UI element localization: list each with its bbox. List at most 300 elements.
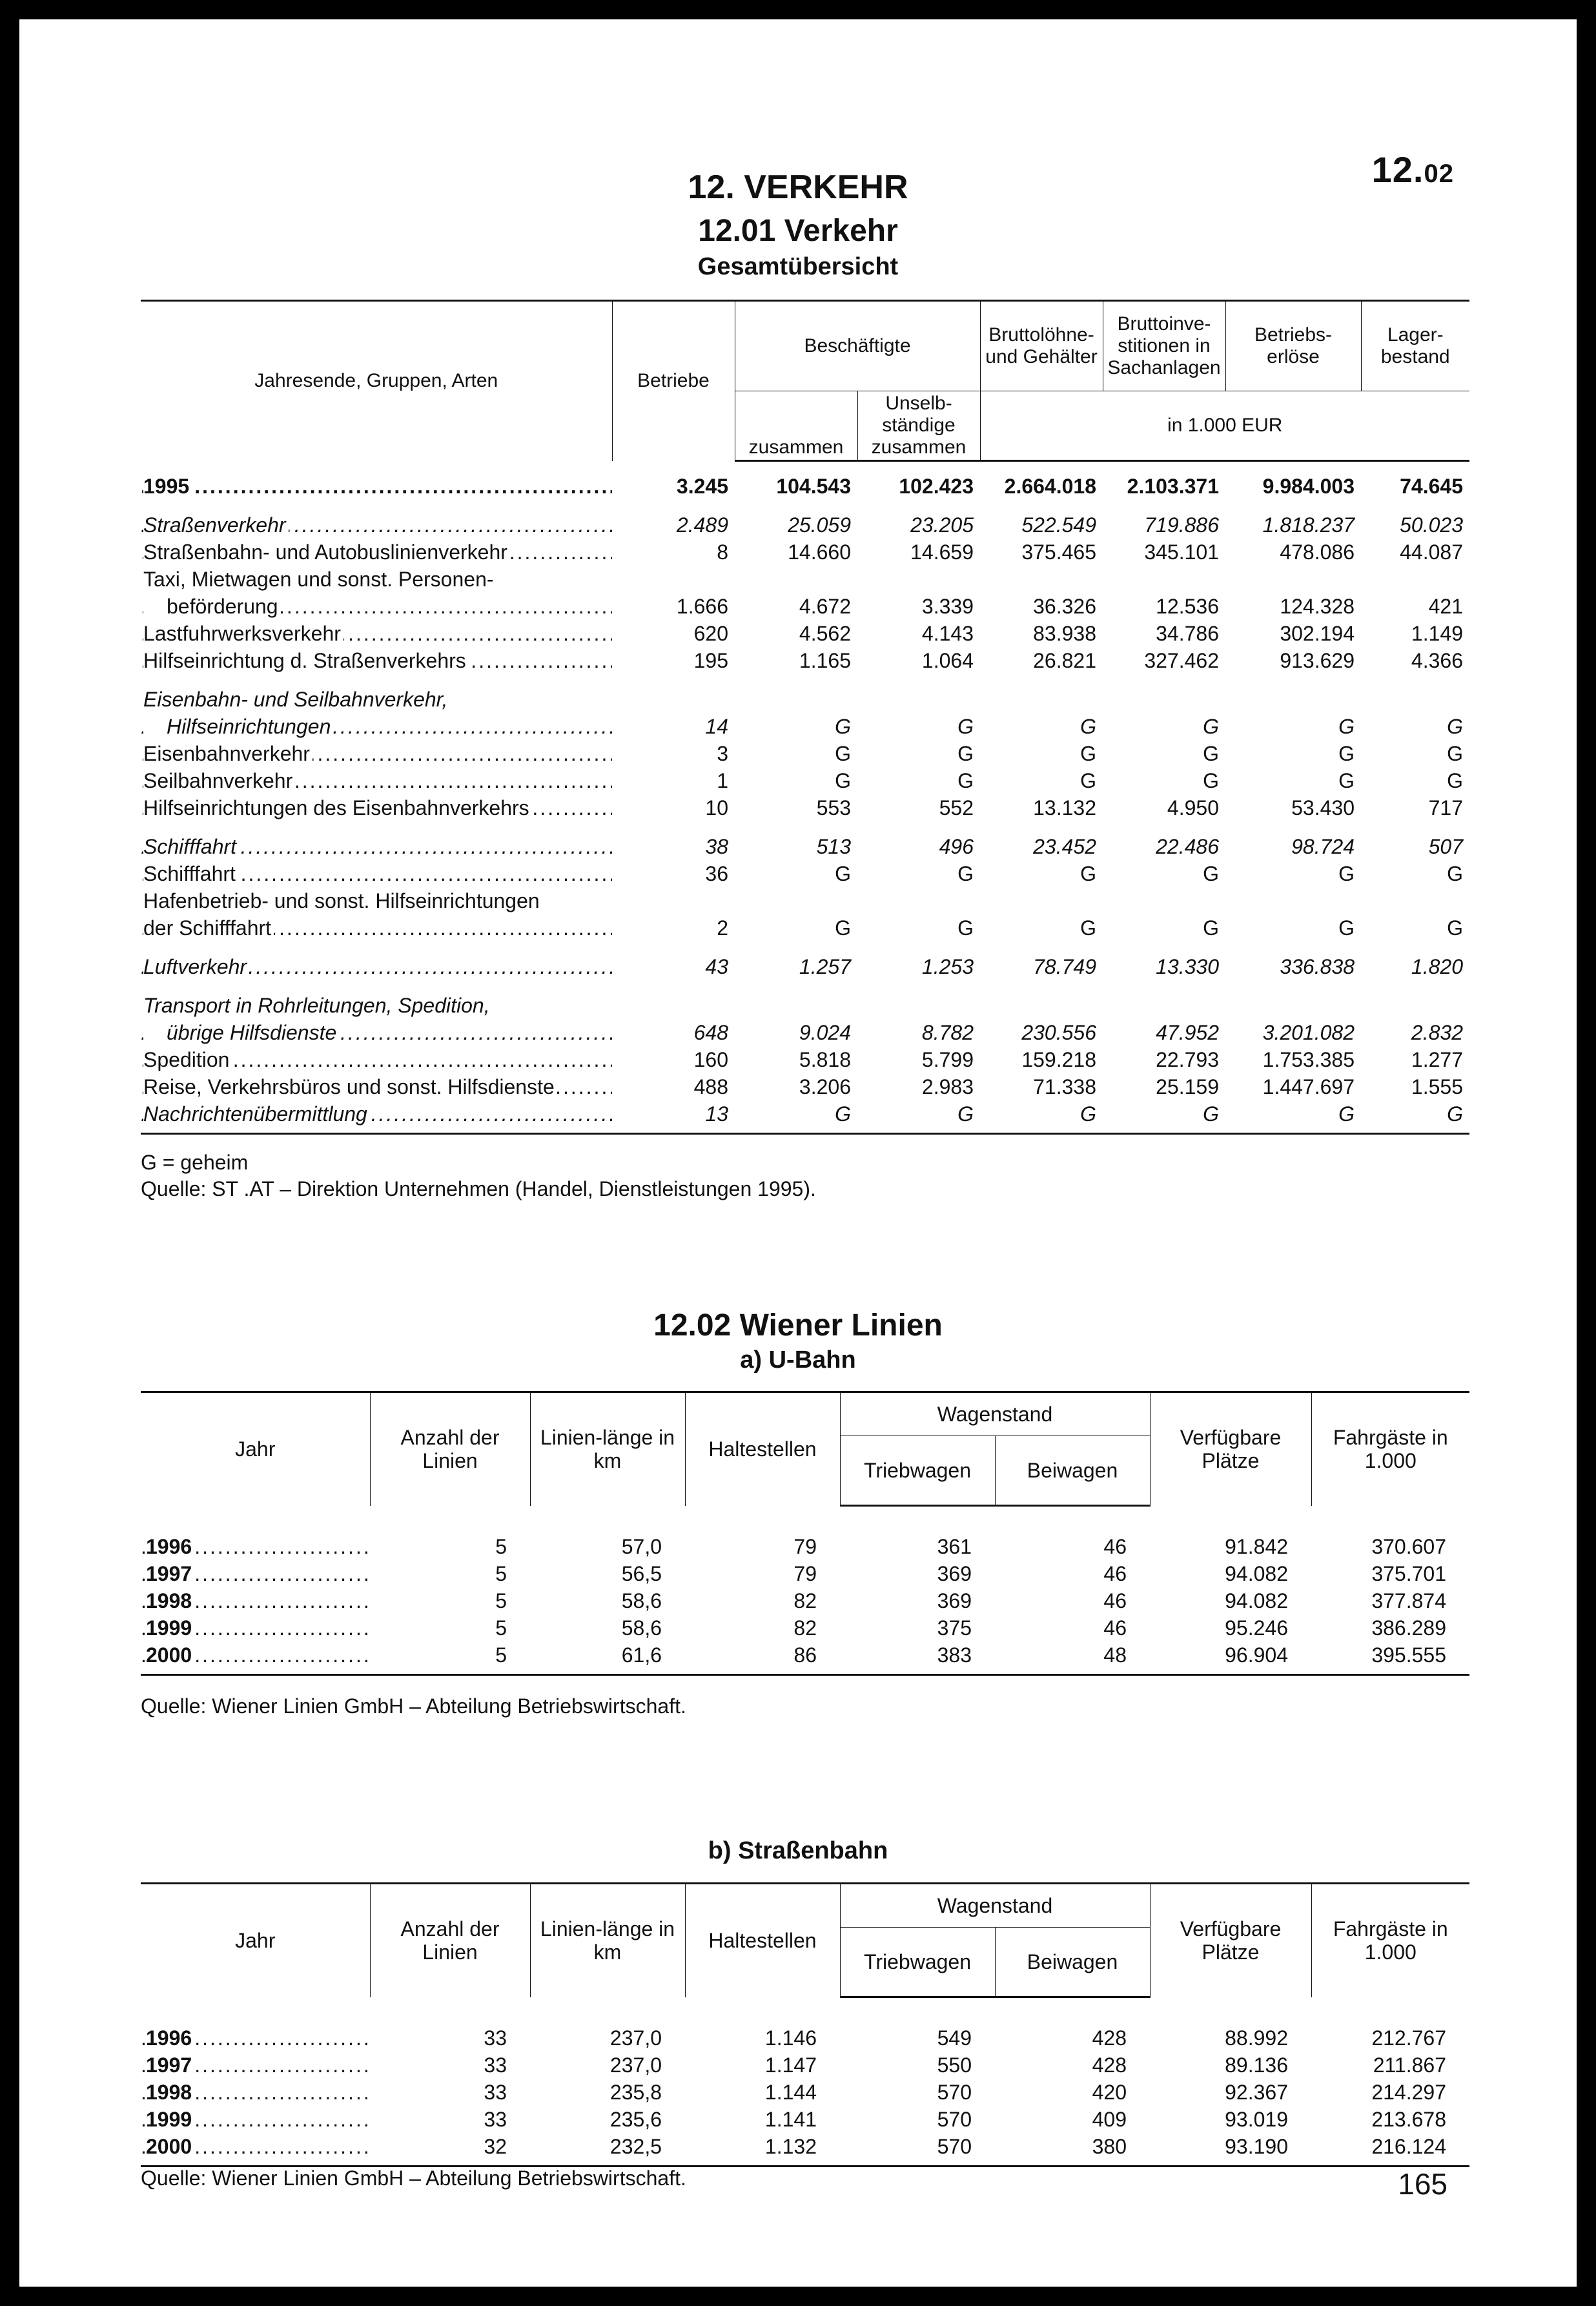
header-jahr: Jahr <box>141 1884 370 1997</box>
table-cell: 13.330 <box>1156 954 1219 978</box>
table-cell: 33 <box>484 2080 507 2104</box>
table-cell: 82 <box>793 1616 817 1640</box>
table-cell: 1.820 <box>1411 954 1463 978</box>
table-cell: 4.672 <box>799 594 851 618</box>
table-cell: 513 <box>816 834 851 858</box>
table-cell: G <box>1080 916 1096 940</box>
table-cell: 58,6 <box>621 1616 662 1640</box>
table-cell: 82 <box>793 1589 817 1612</box>
spacer-row <box>141 1669 1469 1675</box>
table-cell: 570 <box>937 2134 972 2158</box>
table-cell <box>735 887 857 914</box>
table-cell: G <box>1080 768 1096 792</box>
table-cell: 345.101 <box>1144 540 1219 564</box>
row-label: 1997 ..... <box>141 2052 370 2079</box>
table-cell: 2.832 <box>1411 1020 1463 1044</box>
table-cell: 13.132 <box>1033 796 1096 819</box>
header-bruttoinvestitionen: Bruttoinve-stitionen in Sachanlagen <box>1103 301 1225 391</box>
table-cell: 5 <box>495 1643 507 1667</box>
ubahn-table <box>141 1391 1469 1676</box>
table-row <box>141 593 1469 620</box>
table2-source: Quelle: Wiener Linien GmbH – Abteilung Betriebswirtschaft. <box>141 1694 686 1718</box>
table1-subtitle: Gesamtübersicht <box>697 253 899 280</box>
table-cell: 95.246 <box>1225 1616 1288 1640</box>
table-cell: 380 <box>1092 2134 1127 2158</box>
table-cell <box>980 566 1103 593</box>
table-cell: 96.904 <box>1225 1643 1288 1667</box>
table-cell: 2 <box>717 916 728 940</box>
table-cell <box>735 686 857 713</box>
table-cell: 428 <box>1092 2026 1127 2050</box>
table-row <box>141 1019 1469 1046</box>
row-label: Seilbahnverkehr ..... <box>141 767 612 794</box>
table-cell <box>612 566 735 593</box>
table-cell: G <box>1203 1102 1219 1126</box>
row-label: Hilfseinrichtungen ..... <box>141 713 612 740</box>
row-label: 1998 ..... <box>141 2079 370 2106</box>
table-row <box>141 2052 1469 2079</box>
table-cell: 2.664.018 <box>1004 474 1096 498</box>
table-cell: 1.144 <box>764 2080 817 2104</box>
table-cell: 9.984.003 <box>1262 474 1355 498</box>
header-jahr: Jahr <box>141 1392 370 1506</box>
table-cell: 8.782 <box>921 1020 974 1044</box>
row-label: 1996 ..... <box>141 1533 370 1560</box>
table-cell: 47.952 <box>1156 1020 1219 1044</box>
table-cell: 369 <box>937 1589 972 1612</box>
table-cell: G <box>957 714 974 738</box>
table-cell: 375.701 <box>1371 1561 1446 1585</box>
table-cell: 94.082 <box>1225 1589 1288 1612</box>
table-cell: 230.556 <box>1021 1020 1096 1044</box>
table-cell <box>612 992 735 1019</box>
table-cell: 522.549 <box>1021 513 1096 537</box>
table-cell: 4.950 <box>1167 796 1219 819</box>
table-cell: 361 <box>937 1534 972 1558</box>
header-unselbstaendige: Unselb-ständige zusammen <box>857 391 980 461</box>
row-label: 2000 ..... <box>141 1642 370 1669</box>
table-cell: 25.159 <box>1156 1075 1219 1098</box>
spacer-row <box>141 1997 1469 2024</box>
table-cell: G <box>835 861 851 885</box>
table-row <box>141 914 1469 942</box>
table-cell: 570 <box>937 2107 972 2131</box>
spacer-row <box>141 674 1469 686</box>
header-fahrgaeste: Fahrgäste in 1.000 <box>1311 1392 1469 1506</box>
table-row <box>141 1560 1469 1587</box>
table-cell: G <box>835 768 851 792</box>
header-anzahl: Anzahl der Linien <box>370 1392 530 1506</box>
table-row <box>141 2024 1469 2052</box>
table-cell: 375.465 <box>1021 540 1096 564</box>
table-cell <box>1361 566 1469 593</box>
table2-title: 12.02 Wiener Linien <box>653 1308 943 1343</box>
row-label: Schifffahrt ..... <box>141 860 612 887</box>
table-cell: 3.245 <box>676 474 728 498</box>
table-cell <box>612 887 735 914</box>
table-cell: 46 <box>1103 1616 1127 1640</box>
row-label: Hafenbetrieb- und sonst. Hilfseinrichtungen <box>141 887 612 914</box>
table-cell <box>980 992 1103 1019</box>
table-cell: 386.289 <box>1371 1616 1446 1640</box>
table-cell <box>980 887 1103 914</box>
table-cell: 211.867 <box>1373 2053 1446 2077</box>
table-cell: 36.326 <box>1033 594 1096 618</box>
table-cell: 102.423 <box>899 474 974 498</box>
header-lagerbestand: Lager-bestand <box>1361 301 1469 391</box>
table-cell: 91.842 <box>1225 1534 1288 1558</box>
table-cell: 212.767 <box>1371 2026 1446 2050</box>
table-row <box>141 740 1469 767</box>
table-cell: 327.462 <box>1144 648 1219 672</box>
spacer-row <box>141 980 1469 992</box>
table-cell <box>1225 887 1361 914</box>
table-cell: G <box>1447 861 1463 885</box>
table-cell: G <box>1080 861 1096 885</box>
table-cell: 1.447.697 <box>1262 1075 1355 1098</box>
header-triebwagen: Triebwagen <box>840 1928 995 1997</box>
table-cell: 104.543 <box>776 474 851 498</box>
header-laenge: Linien-länge in km <box>530 1392 685 1506</box>
table-cell: 46 <box>1103 1561 1127 1585</box>
row-label: 1999 ..... <box>141 2106 370 2133</box>
table-cell: G <box>1447 1102 1463 1126</box>
table-cell: 421 <box>1428 594 1463 618</box>
table-cell: G <box>957 861 974 885</box>
header-laenge: Linien-länge in km <box>530 1884 685 1997</box>
table-cell: 13 <box>705 1102 728 1126</box>
table-cell <box>857 992 980 1019</box>
table-cell: 1.141 <box>764 2107 817 2131</box>
table-cell: 5 <box>495 1561 507 1585</box>
table-cell: G <box>1080 714 1096 738</box>
table-cell: 375 <box>937 1616 972 1640</box>
table-row <box>141 953 1469 980</box>
table-cell <box>980 686 1103 713</box>
table-cell: 717 <box>1428 796 1463 819</box>
row-label: übrige Hilfsdienste ..... <box>141 1019 612 1046</box>
table-cell: G <box>1338 714 1355 738</box>
table-cell: 1.277 <box>1411 1047 1463 1071</box>
table-cell: 14.659 <box>910 540 974 564</box>
table-cell: 32 <box>484 2134 507 2158</box>
table-cell <box>1225 992 1361 1019</box>
row-label: Straßenbahn- und Autobuslinienverkehr ..... <box>141 539 612 566</box>
header-bruttoloehne: Bruttolöhne- und Gehälter <box>980 301 1103 391</box>
table-cell: G <box>1080 741 1096 765</box>
table-row <box>141 566 1469 593</box>
row-label: 1997 ..... <box>141 1560 370 1587</box>
table-cell: 79 <box>793 1534 817 1558</box>
table-cell: 46 <box>1103 1534 1127 1558</box>
table-cell: 213.678 <box>1371 2107 1446 2131</box>
table-cell: G <box>1203 916 1219 940</box>
table-cell: 34.786 <box>1156 621 1219 645</box>
header-fahrgaeste: Fahrgäste in 1.000 <box>1311 1884 1469 1997</box>
table-row <box>141 2106 1469 2133</box>
table-row <box>141 1642 1469 1669</box>
table-cell: 383 <box>937 1643 972 1667</box>
table1-source: Quelle: ST .AT – Direktion Unternehmen (Handel, Dienstleistungen 1995). <box>141 1177 816 1200</box>
row-label: Straßenverkehr ..... <box>141 511 612 539</box>
spacer-row <box>141 1127 1469 1134</box>
table-cell: 496 <box>939 834 974 858</box>
row-label: Schifffahrt ..... <box>141 833 612 860</box>
table-cell: 93.190 <box>1225 2134 1288 2158</box>
table-cell: 1.165 <box>799 648 851 672</box>
verkehr-overview-table <box>141 300 1469 1135</box>
table-cell: 57,0 <box>621 1534 662 1558</box>
table-cell: 1.753.385 <box>1262 1047 1355 1071</box>
table-cell: 336.838 <box>1280 954 1355 978</box>
table-cell: 74.645 <box>1400 474 1463 498</box>
table-row <box>141 2133 1469 2160</box>
table-cell: 94.082 <box>1225 1561 1288 1585</box>
table-cell: 235,6 <box>609 2107 662 2131</box>
header-plaetze: Verfügbare Plätze <box>1150 1884 1311 1997</box>
table-cell: 124.328 <box>1280 594 1355 618</box>
table-cell <box>857 887 980 914</box>
table-cell: 1.257 <box>799 954 851 978</box>
table-cell: 3.201.082 <box>1262 1020 1355 1044</box>
table-cell: 370.607 <box>1371 1534 1446 1558</box>
table-cell: 553 <box>816 796 851 819</box>
chapter-title: 12. VERKEHR <box>688 169 908 206</box>
table-cell: 648 <box>693 1020 728 1044</box>
header-zusammen: zusammen <box>735 391 857 461</box>
table-cell: 50.023 <box>1400 513 1463 537</box>
strassenbahn-table <box>141 1882 1469 2167</box>
header-plaetze: Verfügbare Plätze <box>1150 1392 1311 1506</box>
table-row <box>141 1100 1469 1127</box>
table-cell: 620 <box>693 621 728 645</box>
table-cell: 237,0 <box>609 2026 662 2050</box>
header-unit: in 1.000 EUR <box>980 391 1469 461</box>
row-label: 1995 ..... <box>141 473 612 500</box>
header-beiwagen: Beiwagen <box>995 1928 1150 1997</box>
table-cell <box>857 566 980 593</box>
table-cell: 237,0 <box>609 2053 662 2077</box>
table3-source: Quelle: Wiener Linien GmbH – Abteilung Betriebswirtschaft. <box>141 2167 686 2190</box>
table-cell: G <box>957 768 974 792</box>
table-cell: G <box>957 916 974 940</box>
table-cell: 43 <box>705 954 728 978</box>
table-cell: 409 <box>1092 2107 1127 2131</box>
spacer-row <box>141 1506 1469 1533</box>
table-cell: 428 <box>1092 2053 1127 2077</box>
table-cell: 10 <box>705 796 728 819</box>
table-cell: 36 <box>705 861 728 885</box>
table-cell: G <box>1203 741 1219 765</box>
section-code: 12.02 <box>1371 149 1454 190</box>
table-cell <box>1361 686 1469 713</box>
header-anzahl: Anzahl der Linien <box>370 1884 530 1997</box>
table-cell <box>1361 992 1469 1019</box>
table-row <box>141 887 1469 914</box>
table-cell: 58,6 <box>621 1589 662 1612</box>
table-cell: G <box>957 741 974 765</box>
header-haltestellen: Haltestellen <box>685 1392 840 1506</box>
spacer-row <box>141 821 1469 833</box>
table-cell: 214.297 <box>1371 2080 1446 2104</box>
table-row <box>141 992 1469 1019</box>
table-row <box>141 2079 1469 2106</box>
table-cell: G <box>835 1102 851 1126</box>
table-cell: 8 <box>717 540 728 564</box>
row-label: 1999 ..... <box>141 1614 370 1642</box>
spacer-row <box>141 942 1469 953</box>
header-triebwagen: Triebwagen <box>840 1436 995 1506</box>
table-cell: 71.338 <box>1033 1075 1096 1098</box>
table-cell: 1.555 <box>1411 1075 1463 1098</box>
row-label: Spedition ..... <box>141 1046 612 1073</box>
table-cell: 2.983 <box>921 1075 974 1098</box>
row-label: 1996 ..... <box>141 2024 370 2052</box>
table-cell: 913.629 <box>1280 648 1355 672</box>
table-cell: G <box>1447 714 1463 738</box>
table-cell: 478.086 <box>1280 540 1355 564</box>
table-cell: 14 <box>705 714 728 738</box>
table-cell: 507 <box>1428 834 1463 858</box>
table-cell: 549 <box>937 2026 972 2050</box>
table-cell: 12.536 <box>1156 594 1219 618</box>
table-cell: 5 <box>495 1534 507 1558</box>
row-label: beförderung ..... <box>141 593 612 620</box>
table-cell <box>1103 992 1225 1019</box>
table-cell: 1.253 <box>921 954 974 978</box>
table2-subtitle: a) U-Bahn <box>740 1346 856 1374</box>
table-cell: 93.019 <box>1225 2107 1288 2131</box>
table-cell: G <box>1080 1102 1096 1126</box>
table-cell: 1.064 <box>921 648 974 672</box>
table-cell: 552 <box>939 796 974 819</box>
table-cell: 160 <box>693 1047 728 1071</box>
table-cell <box>735 566 857 593</box>
row-label: Nachrichtenübermittlung ..... <box>141 1100 612 1127</box>
table-cell: 570 <box>937 2080 972 2104</box>
row-label: 2000 ..... <box>141 2133 370 2160</box>
row-label: Taxi, Mietwagen und sonst. Personen- <box>141 566 612 593</box>
header-haltestellen: Haltestellen <box>685 1884 840 1997</box>
table-cell <box>735 992 857 1019</box>
table3-subtitle: b) Straßenbahn <box>708 1837 888 1864</box>
table-row <box>141 686 1469 713</box>
table-row <box>141 1533 1469 1560</box>
table-cell: 1.666 <box>676 594 728 618</box>
table-cell: 83.938 <box>1033 621 1096 645</box>
row-label: Eisenbahn- und Seilbahnverkehr, <box>141 686 612 713</box>
table-cell: G <box>1203 768 1219 792</box>
table-cell: 5.818 <box>799 1047 851 1071</box>
table-cell: 5.799 <box>921 1047 974 1071</box>
table-cell: G <box>1447 768 1463 792</box>
header-label: Jahresende, Gruppen, Arten <box>141 301 612 461</box>
table-cell <box>1103 887 1225 914</box>
table-cell: 86 <box>793 1643 817 1667</box>
row-label: Hilfseinrichtungen des Eisenbahnverkehrs ..... <box>141 794 612 821</box>
table-cell: 33 <box>484 2053 507 2077</box>
table-cell <box>857 686 980 713</box>
table-cell: 56,5 <box>621 1561 662 1585</box>
table-row <box>141 1614 1469 1642</box>
table-cell: 1.146 <box>764 2026 817 2050</box>
table-cell: 3 <box>717 741 728 765</box>
table-cell: 195 <box>693 648 728 672</box>
table-cell: 369 <box>937 1561 972 1585</box>
header-betriebserloese: Betriebs-erlöse <box>1225 301 1361 391</box>
table-cell: G <box>1203 714 1219 738</box>
table-cell: 33 <box>484 2026 507 2050</box>
spacer-row <box>141 500 1469 511</box>
table-cell: 46 <box>1103 1589 1127 1612</box>
header-betriebe: Betriebe <box>612 301 735 461</box>
table-row <box>141 1073 1469 1100</box>
table-cell: 302.194 <box>1280 621 1355 645</box>
table-cell: G <box>1338 741 1355 765</box>
table-cell: 4.562 <box>799 621 851 645</box>
table-cell: 3.339 <box>921 594 974 618</box>
row-label: Hilfseinrichtung d. Straßenverkehrs ..... <box>141 647 612 674</box>
table-row <box>141 511 1469 539</box>
table-cell: 48 <box>1103 1643 1127 1667</box>
table-cell: 2.103.371 <box>1127 474 1219 498</box>
note-geheim: G = geheim <box>141 1151 249 1174</box>
table-cell: 9.024 <box>799 1020 851 1044</box>
table-row <box>141 1046 1469 1073</box>
table-cell: 1.149 <box>1411 621 1463 645</box>
row-label: Transport in Rohrleitungen, Spedition, <box>141 992 612 1019</box>
table-cell: 88.992 <box>1225 2026 1288 2050</box>
table-cell: 550 <box>937 2053 972 2077</box>
table1-title: 12.01 Verkehr <box>698 214 898 248</box>
table-cell: 5 <box>495 1589 507 1612</box>
table-cell: 98.724 <box>1291 834 1355 858</box>
table-cell: 1.147 <box>764 2053 817 2077</box>
table-row <box>141 473 1469 500</box>
table-cell: 488 <box>693 1075 728 1098</box>
table-cell: G <box>957 1102 974 1126</box>
table-cell: 2.489 <box>676 513 728 537</box>
table-cell: 159.218 <box>1021 1047 1096 1071</box>
table-cell: G <box>1338 768 1355 792</box>
table-cell: 377.874 <box>1371 1589 1446 1612</box>
table-cell: 44.087 <box>1400 540 1463 564</box>
table-cell: 395.555 <box>1371 1643 1446 1667</box>
table-cell: 3.206 <box>799 1075 851 1098</box>
table-cell: 14.660 <box>788 540 851 564</box>
table-cell: 22.793 <box>1156 1047 1219 1071</box>
table-cell: 79 <box>793 1561 817 1585</box>
table-cell: 22.486 <box>1156 834 1219 858</box>
header-beschaeftigte: Beschäftigte <box>735 301 980 391</box>
table-cell: 89.136 <box>1225 2053 1288 2077</box>
table-row <box>141 767 1469 794</box>
table-cell <box>1103 686 1225 713</box>
row-label: Eisenbahnverkehr ..... <box>141 740 612 767</box>
table-row <box>141 794 1469 821</box>
table-cell: 23.205 <box>910 513 974 537</box>
document-page <box>19 19 1577 2287</box>
table-cell: 420 <box>1092 2080 1127 2104</box>
row-label: Lastfuhrwerksverkehr ..... <box>141 620 612 647</box>
table-cell <box>1361 887 1469 914</box>
spacer-row <box>141 461 1469 473</box>
table-cell: 26.821 <box>1033 648 1096 672</box>
row-label: der Schifffahrt ..... <box>141 914 612 942</box>
table-cell: G <box>835 741 851 765</box>
table-cell: G <box>1203 861 1219 885</box>
table-cell: 1 <box>717 768 728 792</box>
